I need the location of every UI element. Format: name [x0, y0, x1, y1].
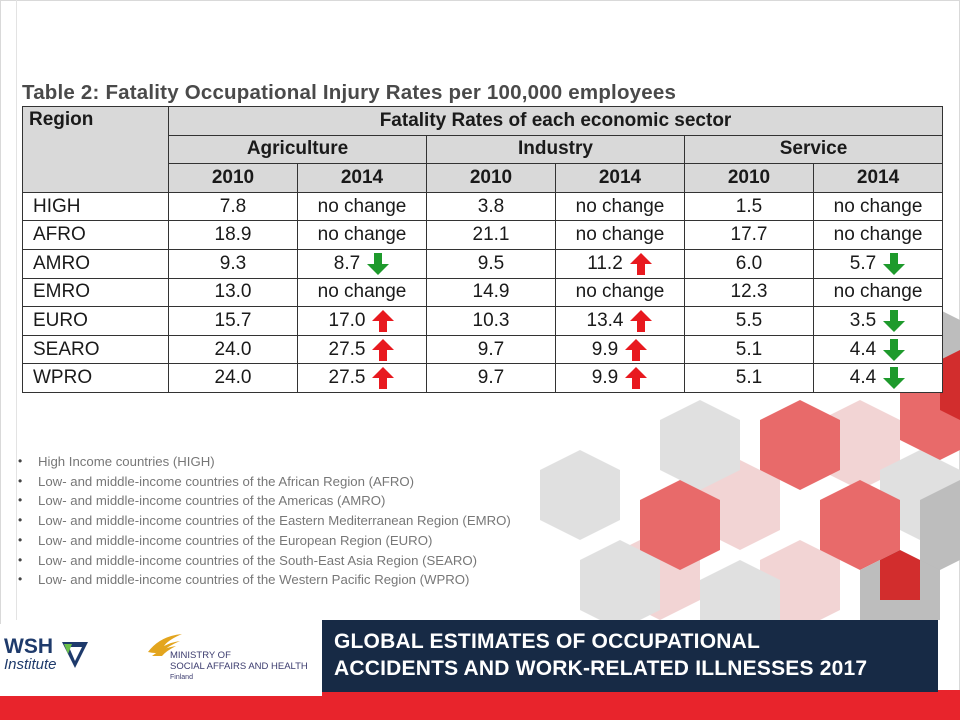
rate-cell: no change — [814, 278, 943, 307]
sector-header-agriculture: Agriculture — [169, 135, 427, 164]
region-cell: SEARO — [23, 335, 169, 364]
green-down-arrow-icon — [366, 252, 390, 276]
green-down-arrow-icon — [882, 338, 906, 362]
rate-cell: no change — [814, 192, 943, 221]
red-up-arrow-icon — [371, 309, 395, 333]
red-up-arrow-icon — [629, 252, 653, 276]
rate-with-trend — [329, 338, 396, 362]
rate-with-trend — [850, 252, 906, 276]
rate-cell: 17.7 — [685, 221, 814, 250]
rate-cell — [298, 335, 427, 364]
year-header: 2010 — [685, 164, 814, 193]
region-cell: EMRO — [23, 278, 169, 307]
rate-with-trend — [592, 338, 648, 362]
note-item: • High Income countries (HIGH) — [18, 452, 511, 472]
rate-cell — [814, 364, 943, 393]
rate-cell — [298, 364, 427, 393]
rate-cell — [556, 364, 685, 393]
wsh-logo-text: WSH — [4, 635, 53, 658]
rate-cell: no change — [814, 221, 943, 250]
red-up-arrow-icon — [624, 366, 648, 390]
green-down-arrow-icon — [882, 252, 906, 276]
rate-cell: 9.3 — [169, 249, 298, 278]
rate-with-trend — [850, 338, 906, 362]
rate-cell: 1.5 — [685, 192, 814, 221]
table-title: Table 2: Fatality Occupational Injury Rates per 100,000 employees — [22, 81, 677, 104]
rate-with-trend — [587, 252, 653, 276]
rate-cell — [814, 335, 943, 364]
report-title-box — [322, 620, 938, 692]
rate-value: 27.5 — [328, 367, 366, 389]
year-header: 2014 — [814, 164, 943, 193]
rate-with-trend — [850, 366, 906, 390]
rate-cell: 21.1 — [427, 221, 556, 250]
rate-cell: 10.3 — [427, 307, 556, 336]
rate-with-trend — [587, 309, 654, 333]
rate-cell: 12.3 — [685, 278, 814, 307]
ministry-text — [170, 650, 308, 683]
rate-cell: 5.1 — [685, 335, 814, 364]
rate-cell — [556, 335, 685, 364]
rate-value: 13.4 — [586, 309, 624, 331]
rate-cell: 13.0 — [169, 278, 298, 307]
table-row — [23, 221, 943, 250]
rate-value: 11.2 — [587, 252, 623, 274]
wsh-institute-logo — [4, 637, 57, 673]
wsh-logo-subtext: Institute — [4, 656, 57, 673]
rate-cell: no change — [298, 278, 427, 307]
note-item: • Low- and middle-income countries of the Eastern Mediterranean Region (EMRO) — [18, 511, 511, 531]
table-row — [23, 278, 943, 307]
ministry-line1: MINISTRY OF — [170, 650, 231, 661]
rate-cell: 5.5 — [685, 307, 814, 336]
rate-cell: no change — [556, 221, 685, 250]
rate-cell: 5.1 — [685, 364, 814, 393]
rate-cell: 3.8 — [427, 192, 556, 221]
red-up-arrow-icon — [624, 338, 648, 362]
rate-cell — [298, 249, 427, 278]
note-item: • Low- and middle-income countries of the Americas (AMRO) — [18, 491, 511, 511]
wsh-triangle-icon — [60, 640, 90, 672]
rate-value: 8.7 — [333, 252, 361, 274]
rate-cell: no change — [298, 192, 427, 221]
rate-value: 4.4 — [849, 338, 877, 360]
red-up-arrow-icon — [629, 309, 653, 333]
rate-value: 27.5 — [328, 338, 366, 360]
rate-cell — [814, 249, 943, 278]
note-item: • Low- and middle-income countries of the Western Pacific Region (WPRO) — [18, 570, 511, 590]
report-title-line2: ACCIDENTS AND WORK-RELATED ILLNESSES 2017 — [334, 657, 868, 680]
year-header: 2014 — [556, 164, 685, 193]
rate-with-trend — [850, 309, 906, 333]
note-item: • Low- and middle-income countries of the South-East Asia Region (SEARO) — [18, 551, 511, 571]
sector-header-service: Service — [685, 135, 943, 164]
fatality-rates-table — [22, 106, 943, 393]
rate-cell: no change — [556, 192, 685, 221]
region-cell: EURO — [23, 307, 169, 336]
rate-value: 9.9 — [591, 367, 619, 389]
rate-cell: 9.7 — [427, 364, 556, 393]
rate-value: 9.9 — [591, 338, 619, 360]
rate-value: 4.4 — [849, 367, 877, 389]
green-down-arrow-icon — [882, 309, 906, 333]
rate-value: 3.5 — [849, 309, 877, 331]
rate-cell: 15.7 — [169, 307, 298, 336]
rate-cell: 14.9 — [427, 278, 556, 307]
rate-cell: 24.0 — [169, 364, 298, 393]
rate-cell: 7.8 — [169, 192, 298, 221]
group-header: Fatality Rates of each economic sector — [169, 107, 943, 136]
table-row — [23, 192, 943, 221]
table-row — [23, 249, 943, 278]
green-down-arrow-icon — [882, 366, 906, 390]
rate-cell: 9.7 — [427, 335, 556, 364]
rate-cell — [814, 307, 943, 336]
table-body — [23, 192, 943, 392]
note-item: • Low- and middle-income countries of the European Region (EURO) — [18, 531, 511, 551]
rate-cell: 6.0 — [685, 249, 814, 278]
year-header: 2010 — [427, 164, 556, 193]
report-title-line1: GLOBAL ESTIMATES OF OCCUPATIONAL — [334, 630, 760, 653]
rate-cell — [298, 307, 427, 336]
year-header: 2014 — [298, 164, 427, 193]
ministry-line2: SOCIAL AFFAIRS AND HEALTH — [170, 661, 308, 672]
red-up-arrow-icon — [371, 338, 395, 362]
region-cell: AMRO — [23, 249, 169, 278]
rate-with-trend — [329, 309, 396, 333]
table-row — [23, 307, 943, 336]
region-header: Region — [23, 107, 169, 193]
year-header: 2010 — [169, 164, 298, 193]
rate-with-trend — [329, 366, 396, 390]
region-cell: WPRO — [23, 364, 169, 393]
note-item: • Low- and middle-income countries of the African Region (AFRO) — [18, 472, 511, 492]
rate-cell: 18.9 — [169, 221, 298, 250]
rate-cell: 24.0 — [169, 335, 298, 364]
table-row — [23, 335, 943, 364]
rate-cell: no change — [298, 221, 427, 250]
rate-cell: no change — [556, 278, 685, 307]
rate-cell: 9.5 — [427, 249, 556, 278]
rate-value: 5.7 — [849, 252, 877, 274]
region-cell: HIGH — [23, 192, 169, 221]
rate-with-trend — [334, 252, 390, 276]
sector-header-industry: Industry — [427, 135, 685, 164]
region-cell: AFRO — [23, 221, 169, 250]
ministry-country: Finland — [170, 674, 193, 681]
red-up-arrow-icon — [371, 366, 395, 390]
rate-cell — [556, 307, 685, 336]
rate-with-trend — [592, 366, 648, 390]
table-row — [23, 364, 943, 393]
rate-cell — [556, 249, 685, 278]
rate-value: 17.0 — [328, 309, 366, 331]
region-notes-list — [18, 452, 511, 590]
